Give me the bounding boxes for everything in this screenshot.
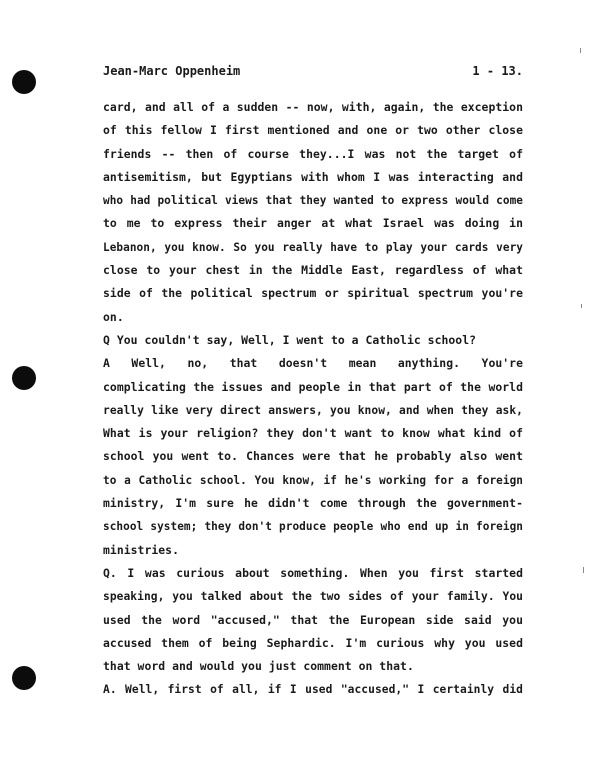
transcript-line: of this fellow I first mentioned and one or two other close (103, 123, 523, 138)
binder-hole (12, 366, 36, 390)
interviewee-name: Jean-Marc Oppenheim (103, 64, 241, 78)
transcript-line: Lebanon, you know. So you really have to play your cards very (103, 240, 523, 254)
transcript-line: complicating the issues and people in that part of the world (103, 379, 523, 394)
transcript-line: card, and all of a sudden -- now, with, again, the exception (103, 100, 523, 114)
margin-mark (581, 304, 582, 308)
transcript-line: ministries. (103, 542, 179, 557)
transcript-body (103, 96, 523, 702)
binder-hole (12, 70, 36, 94)
transcript-line: close to your chest in the Middle East, regardless of what (103, 263, 523, 278)
margin-mark (583, 567, 584, 573)
transcript-line: to a Catholic school. You know, if he's working for a foreign (103, 473, 523, 487)
transcript-line: school system; they don't produce people who end up in foreign (103, 520, 523, 534)
transcript-line: really like very direct answers, you know, and when they ask, (103, 403, 523, 417)
transcript-line: used the word "accused," that the European side said you (103, 612, 523, 627)
transcript-line: friends -- then of course they...I was not the target of (103, 146, 523, 161)
transcript-line: speaking, you talked about the two sides of your family. You (103, 590, 523, 604)
answer-line: A. Well, first of all, if I used "accused," I certainly did (103, 683, 523, 697)
transcript-line: What is your religion? they don't want to know what kind of (103, 426, 523, 441)
transcript-line: who had political views that they wanted to express would come (103, 194, 523, 208)
answer-line: A Well, no, that doesn't mean anything. You're (103, 356, 523, 371)
margin-mark (580, 48, 581, 53)
page-header (103, 64, 523, 82)
question-line: Q. I was curious about something. When you first started (103, 565, 523, 580)
transcript-line: that word and would you just comment on that. (103, 659, 414, 674)
transcript-line: accused them of being Sephardic. I'm curious why you used (103, 635, 523, 650)
question-line: Q You couldn't say, Well, I went to a Catholic school? (103, 332, 477, 347)
transcript-line: antisemitism, but Egyptians with whom I was interacting and (103, 169, 523, 184)
binder-hole (12, 666, 36, 690)
transcript-line: school you went to. Chances were that he probably also went (103, 449, 523, 464)
transcript-line: on. (103, 309, 124, 324)
transcript-line: side of the political spectrum or spiritual spectrum you're (103, 286, 523, 301)
page-number: 1 - 13. (472, 64, 523, 78)
transcript-line: ministry, I'm sure he didn't come through the government- (103, 496, 523, 511)
transcript-line: to me to express their anger at what Israel was doing in (103, 216, 523, 231)
